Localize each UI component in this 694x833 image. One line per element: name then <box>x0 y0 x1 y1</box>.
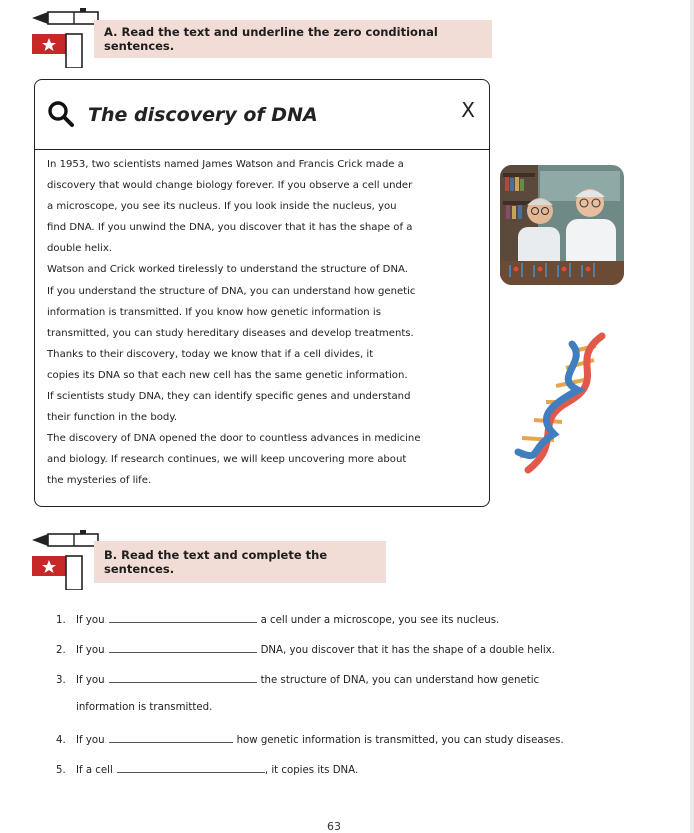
page-number: 63 <box>327 820 341 833</box>
close-icon[interactable]: X <box>461 98 475 122</box>
item-text-after: how genetic information is transmitted, you can study diseases. <box>236 735 564 746</box>
instruction-banner-a <box>94 20 492 58</box>
page-edge <box>690 0 694 833</box>
exercise-item-3 <box>56 672 539 686</box>
text-line: their function in the body. <box>47 412 178 424</box>
text-line: copies its DNA so that each new cell has the same genetic information. <box>47 369 408 381</box>
answer-blank[interactable] <box>117 762 265 773</box>
scientists-illustration <box>500 165 624 285</box>
item-number: 4. <box>56 735 66 746</box>
exercise-item-4 <box>56 732 564 746</box>
answer-blank[interactable] <box>109 732 233 743</box>
exercise-item-5 <box>56 762 358 776</box>
item-text-before: If you <box>76 645 105 656</box>
item-text-before: If you <box>76 615 105 626</box>
item-number: 3. <box>56 675 66 686</box>
exercise-item-1 <box>56 612 499 626</box>
text-line: In 1953, two scientists named James Watson and Francis Crick made a <box>47 159 404 170</box>
exercise-item-3-continued <box>76 702 212 713</box>
answer-blank[interactable] <box>109 642 257 653</box>
text-line: Watson and Crick worked tirelessly to understand the structure of DNA. <box>47 264 408 276</box>
instruction-banner-b <box>94 541 386 583</box>
text-window-header <box>35 80 489 150</box>
text-line: and biology. If research continues, we will keep uncovering more about <box>47 454 407 466</box>
answer-blank[interactable] <box>109 672 257 683</box>
instruction-b: B. Read the text and complete the sentences. <box>104 548 328 576</box>
item-text-before: information is transmitted. <box>76 702 213 713</box>
item-text-before: If you <box>76 735 105 746</box>
text-line: double helix. <box>47 243 113 255</box>
item-number: 5. <box>56 765 66 776</box>
dna-helix-illustration <box>508 330 612 480</box>
text-line: transmitted, you can study hereditary diseases and develop treatments. <box>47 327 414 339</box>
text-line: The discovery of DNA opened the door to countless advances in medicine <box>47 433 421 445</box>
text-line: a microscope, you see its nucleus. If you look inside the nucleus, you <box>47 201 397 213</box>
text-window <box>34 79 490 507</box>
reading-text <box>47 154 479 492</box>
item-number: 2. <box>56 645 66 656</box>
item-text-after: the structure of DNA, you can understand how genetic <box>260 675 540 686</box>
item-text-before: If you <box>76 675 105 686</box>
text-line: discovery that would change biology forever. If you observe a cell under <box>47 180 413 192</box>
item-number: 1. <box>56 615 66 626</box>
magnifier-icon <box>47 100 75 132</box>
item-text-after: DNA, you discover that it has the shape of a double helix. <box>260 645 555 656</box>
instruction-a: A. Read the text and underline the zero conditional sentences. <box>104 25 438 53</box>
text-window-title: The discovery of DNA <box>88 104 318 126</box>
item-text-after: a cell under a microscope, you see its nucleus. <box>260 615 500 626</box>
text-line: find DNA. If you unwind the DNA, you discover that it has the shape of a <box>47 222 413 234</box>
item-text-after: , it copies its DNA. <box>264 765 359 776</box>
text-line: If scientists study DNA, they can identify specific genes and understand <box>47 391 411 403</box>
answer-blank[interactable] <box>109 612 257 623</box>
exercise-item-2 <box>56 642 555 656</box>
text-line: information is transmitted. If you know how genetic information is <box>47 306 381 318</box>
text-line: the mysteries of life. <box>47 475 152 487</box>
text-line: If you understand the structure of DNA, you can understand how genetic <box>47 285 416 297</box>
text-line: Thanks to their discovery, today we know that if a cell divides, it <box>47 348 374 360</box>
item-text-before: If a cell <box>76 765 113 776</box>
